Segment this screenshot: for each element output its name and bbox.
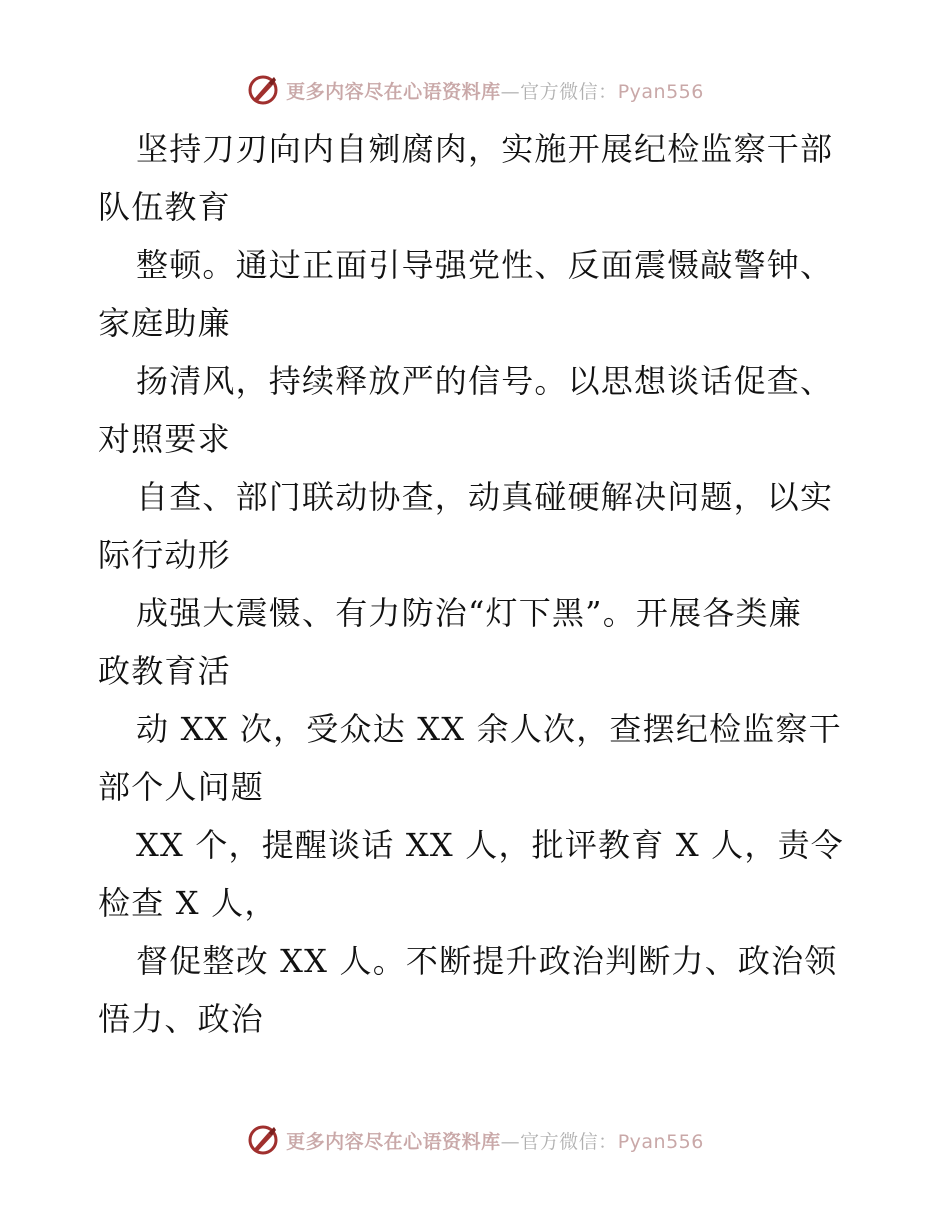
text-line: 成强大震慑、有力防治“灯下黑”。开展各类廉 <box>136 594 802 632</box>
text-line: 扬清风，持续释放严的信号。以思想谈话促查、 <box>136 362 834 400</box>
text-line: 政教育活 <box>98 652 231 690</box>
pen-logo-icon <box>246 73 280 107</box>
page-footer-watermark <box>0 1120 950 1160</box>
watermark-dash: — <box>500 80 521 103</box>
watermark-site: 更多内容尽在心语资料库 <box>286 1130 501 1153</box>
text-line: 悟力、政治 <box>98 1000 265 1038</box>
watermark-wechat-id: Pyan556 <box>617 1130 704 1153</box>
document-body <box>98 120 858 1048</box>
watermark-site: 更多内容尽在心语资料库 <box>286 80 501 103</box>
text-line: 对照要求 <box>98 420 231 458</box>
text-line: 际行动形 <box>98 536 231 574</box>
text-line: 督促整改 XX 人。不断提升政治判断力、政治领 <box>136 942 838 980</box>
text-line: 家庭助廉 <box>98 304 231 342</box>
page-header-watermark <box>0 70 950 110</box>
watermark-label: 官方微信： <box>520 1130 618 1153</box>
text-line: 整顿。通过正面引导强党性、反面震慑敲警钟、 <box>136 246 834 284</box>
pen-logo-icon <box>246 1123 280 1157</box>
text-line: 坚持刀刃向内自剜腐肉，实施开展纪检监察干部 <box>136 130 834 168</box>
text-line: 检查 X 人， <box>98 884 278 922</box>
watermark-wechat-id: Pyan556 <box>617 80 704 103</box>
text-line: 自查、部门联动协查，动真碰硬解决问题，以实 <box>136 478 834 516</box>
text-line: 动 XX 次，受众达 XX 余人次，查摆纪检监察干 <box>136 710 842 748</box>
text-line: 队伍教育 <box>98 188 231 226</box>
text-line: 部个人问题 <box>98 768 265 806</box>
text-line: XX 个，提醒谈话 XX 人，批评教育 X 人，责令 <box>136 826 844 864</box>
watermark-label: 官方微信： <box>520 80 618 103</box>
watermark-dash: — <box>500 1130 521 1153</box>
